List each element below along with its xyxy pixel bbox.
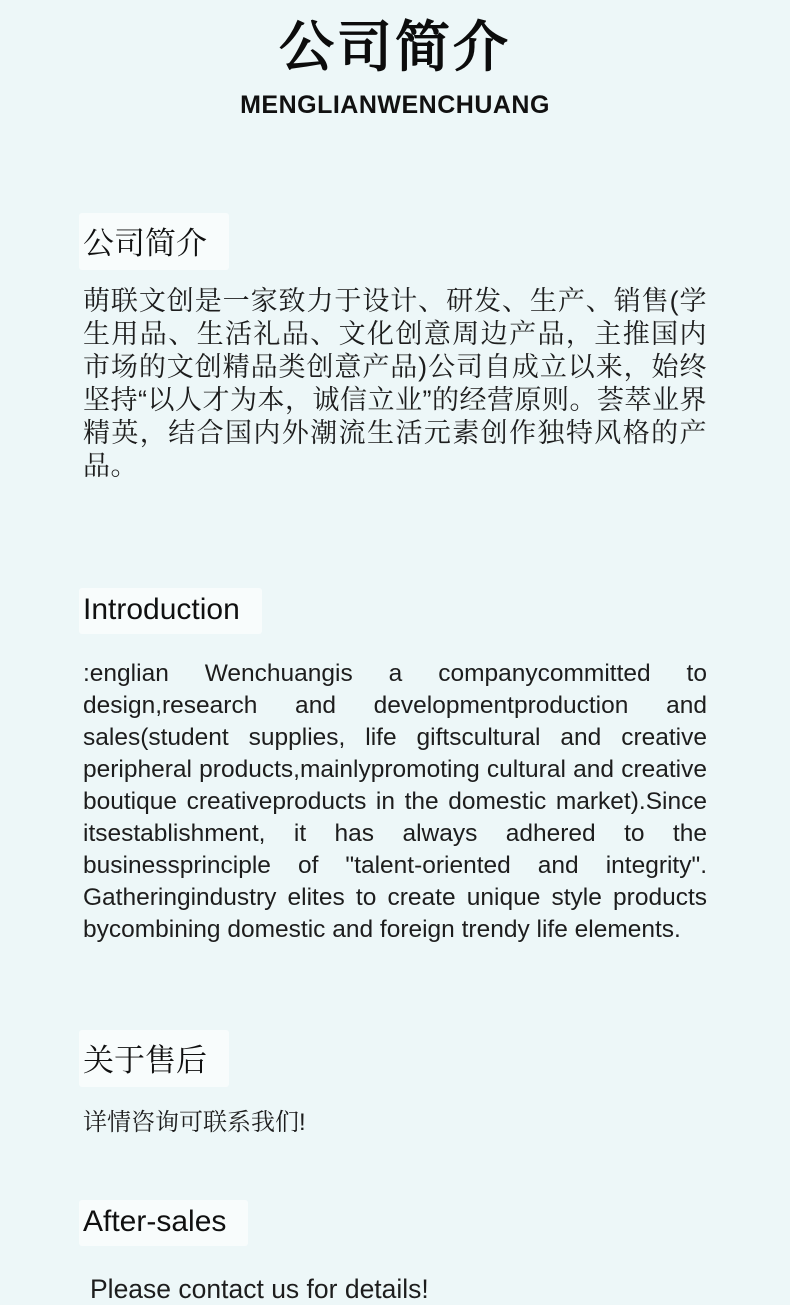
- section-company-intro-zh: [83, 213, 707, 483]
- section-heading-after-sales-en: [83, 1200, 707, 1246]
- after-sales-en-line: Please contact us for details!: [90, 1274, 429, 1304]
- section-company-intro-en: [83, 588, 707, 946]
- section-after-sales-en: [83, 1200, 707, 1305]
- section-heading-after-sales-zh-label: 关于售后: [79, 1030, 229, 1087]
- page-title: 公司简介: [278, 16, 511, 78]
- section-heading-company-zh: [83, 213, 707, 270]
- page-content: [0, 213, 790, 1305]
- page-subtitle: MENGLIANWENCHUANG: [240, 91, 550, 119]
- company-intro-en-paragraph: :englian Wenchuangis a companycommitted to design,research and developmentproduction and sales(student supplies, life giftscultural and creative peripheral products,mainlypromoting cultural and creative boutique creativeproducts in the domestic market).Since itsestablishment, it has always adhered to the businessprinciple of "talent-oriented and integrity". Gatheringindustry elites to create unique style products bycombining domestic and foreign trendy life elements.: [83, 660, 707, 943]
- section-heading-company-zh-label: 公司简介: [79, 213, 229, 270]
- section-after-sales-zh: [83, 1030, 707, 1138]
- company-intro-zh-paragraph: 萌联文创是一家致力于设计、研发、生产、销售(学生用品、生活礼品、文化创意周边产品，主推国内市场的文创精品类创意产品)公司自成立以来，始终坚持“以人才为本，诚信立业”的经营原则。荟萃业界精英，结合国内外潮流生活元素创作独特风格的产品。: [83, 286, 707, 481]
- section-heading-after-sales-en-label: After-sales: [79, 1200, 248, 1246]
- section-heading-after-sales-zh: [83, 1030, 707, 1087]
- after-sales-zh-line: 详情咨询可联系我们!: [83, 1109, 306, 1136]
- page-header: [0, 0, 790, 120]
- section-heading-introduction-label: Introduction: [79, 588, 262, 634]
- section-heading-introduction: [83, 588, 707, 634]
